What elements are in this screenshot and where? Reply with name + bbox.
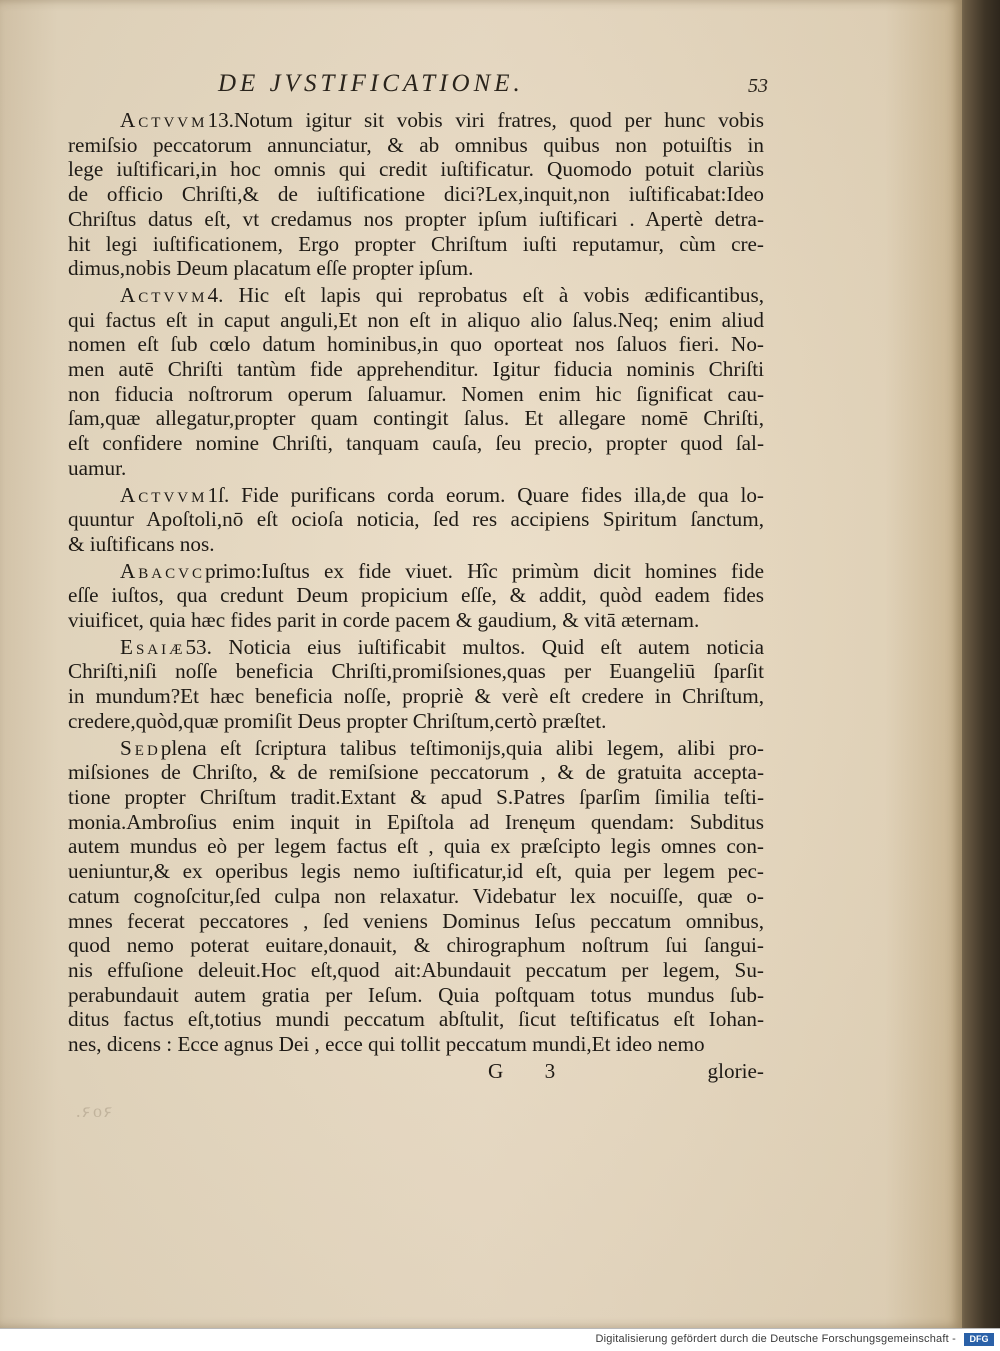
line-text: 4. Hic eſt lapis qui reprobatus eſt à vobis ædificantibus, xyxy=(207,282,764,307)
text-line xyxy=(68,559,764,584)
dfg-logo: DFG xyxy=(964,1333,994,1346)
folio-number: 53 xyxy=(748,75,768,97)
credit-bar xyxy=(0,1328,1000,1351)
text-line: nes, dicens : Ecce agnus Dei , ecce qui tollit peccatum mundi,Et ideo nemo xyxy=(68,1032,705,1057)
page-header xyxy=(68,70,768,104)
text-line: Chriſti,niſi noſſe beneficia Chriſti,promiſsiones,quas per Euangeliū ſparſit xyxy=(68,659,764,684)
text-line: men autē Chriſti tantùm fide apprehenditur. Igitur fiducia nominis Chriſti xyxy=(68,357,764,382)
text-line: nis effuſione deleuit.Hoc eſt,quod ait:Abundauit peccatum per legem, Su- xyxy=(68,957,764,982)
text-line: qui factus eſt in caput anguli,Et non eſt in aliquo alio ſalus.Neq; enim aliud xyxy=(68,307,764,332)
text-line xyxy=(68,108,764,133)
signature-mark: G 3 xyxy=(488,1058,574,1083)
line-text: 13.Notum igitur sit vobis viri fratres, quod per hunc vobis xyxy=(207,108,764,132)
text-line: monia.Ambroſius enim inquit in Epiſtola ad Irenęum quendam: Subditus xyxy=(68,809,764,834)
text-line: mnes fecerat peccatores , ſed veniens Dominus Ieſus peccatum omnibus, xyxy=(68,908,764,933)
text-line: ueniuntur,& ex operibus legis nemo iuſtificatur,id eſt, quia per legem pec- xyxy=(68,859,764,884)
running-title: DE JVSTIFICATIONE. xyxy=(218,70,524,97)
text-line: in mundum?Et hæc beneficia noſſe, propriè & verè eſt credere in Chriſtum, xyxy=(68,684,764,709)
catchword: glorie- xyxy=(707,1058,764,1083)
text-line: tione propter Chriſtum tradit.Extant & apud S.Patres ſparſim ſimilia teſti- xyxy=(68,784,764,809)
page-content xyxy=(68,70,768,1087)
line-text: 1ſ. Fide purificans corda eorum. Quare fides illa,de qua lo- xyxy=(207,482,764,507)
text-line: quuntur Apoſtoli,nō eſt ocioſa noticia, ſed res accipiens Spiritum ſanctum, xyxy=(68,507,764,532)
text-line xyxy=(68,635,764,660)
text-line: ditus factus eſt,totius mundi peccatum abſtulit, ſicut teſtificatus eſt Iohan- xyxy=(68,1007,764,1032)
text-line xyxy=(68,483,764,508)
paragraph-lead-word: Esaiæ xyxy=(120,634,186,659)
paragraph-lead-word: Actvvm xyxy=(120,282,208,307)
text-line: eſſe iuſtos, qua credunt Deum propicium eſſe, & addit, quòd eadem fides xyxy=(68,583,764,608)
paragraph-lead-word: Abacvc xyxy=(120,558,205,583)
paragraph xyxy=(68,559,764,633)
page-foot xyxy=(68,1059,764,1087)
text-line: non fiducia noſtrorum operum ſaluamur. Nomen enim hic ſignificat cau- xyxy=(68,381,764,406)
paragraph xyxy=(68,108,764,281)
text-line: viuificet, quia hæc fides parit in corde pacem & gaudium, & vitā æternam. xyxy=(68,608,700,633)
text-line: uamur. xyxy=(68,455,127,480)
text-line: remiſsio peccatorum annunciatur, & ab omnibus quibus non potuiſtis in xyxy=(68,132,764,157)
paragraph-lead-word: Actvvm xyxy=(120,482,208,507)
text-line: hit legi iuſtificationem, Ergo propter Chriſtum iuſti reputamur, cùm cre- xyxy=(68,231,764,256)
text-line: eſt confidere nomine Chriſti, tanquam cauſa, ſeu precio, propter quod ſal- xyxy=(68,431,764,456)
paragraph-lead-word: Sed xyxy=(120,735,161,760)
text-line: de officio Chriſti,& de iuſtificatione dici?Lex,inquit,non iuſtificabat:Ideo xyxy=(68,182,764,207)
text-line: dimus,nobis Deum placatum eſſe propter ipſum. xyxy=(68,256,474,281)
text-line: & iuſtificans nos. xyxy=(68,531,215,556)
text-line xyxy=(68,283,764,308)
paragraph xyxy=(68,635,764,734)
text-line: credere,quòd,quæ promiſit Deus propter Chriſtum,certò præſtet. xyxy=(68,708,607,733)
text-line: autem mundus eò per legem factus eſt , quia ex præſcipto legis omnes con- xyxy=(68,834,764,859)
line-text: plena eſt ſcriptura talibus teſtimonijs,quia alibi legem, alibi pro- xyxy=(160,735,764,760)
text-line xyxy=(68,736,764,761)
text-line: catum cognoſcitur,ſed culpa non relaxatur. Videbatur lex nocuiſſe, quæ o- xyxy=(68,883,764,908)
line-text: 53. Noticia eius iuſtificabit multos. Quid eſt autem noticia xyxy=(185,634,764,659)
paragraph xyxy=(68,483,764,557)
text-line: miſsiones de Chriſto, & de remiſsione peccatorum , & de gratuita accepta- xyxy=(68,760,764,785)
text-body xyxy=(68,108,764,1057)
paragraph xyxy=(68,736,764,1057)
digitization-credit: Digitalisierung gefördert durch die Deutsche Forschungsgemeinschaft - xyxy=(595,1333,956,1345)
paragraph-lead-word: Actvvm xyxy=(120,108,208,132)
text-line: perabundauit autem gratia per Ieſum. Quia poſtquam totus mundus ſub- xyxy=(68,982,764,1007)
paragraph xyxy=(68,283,764,481)
text-line: lege iuſtificari,in hoc omnis qui credit iuſtificatur. Quomodo potuit clariùs xyxy=(68,157,764,182)
text-line: nomen eſt ſub cœlo datum hominibus,in quo oporteat nos ſaluos fieri. No- xyxy=(68,332,764,357)
line-text: primo:Iuſtus ex fide viuet. Hîc primùm dicit homines fide xyxy=(204,558,764,583)
text-line: Chriſtus datus eſt, vt credamus nos propter ipſum iuſtificari . Apertè detra- xyxy=(68,206,764,231)
text-line: ſam,quæ allegatur,propter quam contingit ſalus. Et allegare nomē Chriſti, xyxy=(68,406,764,431)
bleed-through-text: ꝛoꝛ. xyxy=(74,1101,113,1121)
text-line: quod nemo poterat euitare,donauit, & chirographum noſtrum ſui ſangui- xyxy=(68,933,764,958)
